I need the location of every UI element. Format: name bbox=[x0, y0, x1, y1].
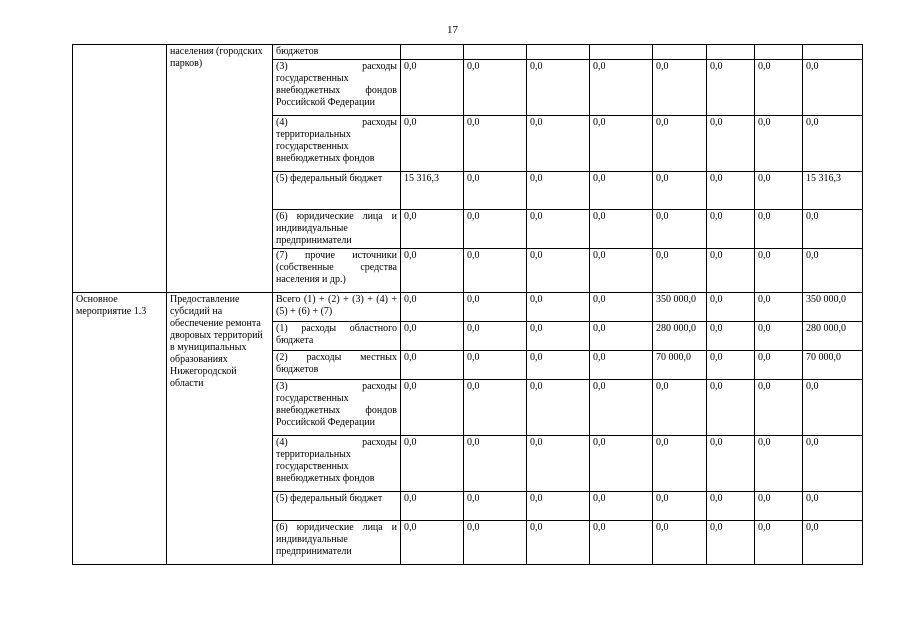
value-cell: 0,0 bbox=[653, 521, 707, 565]
value-cell: 0,0 bbox=[755, 521, 803, 565]
value-cell: 0,0 bbox=[653, 60, 707, 116]
value-cell: 0,0 bbox=[653, 492, 707, 521]
value-cell: 0,0 bbox=[755, 249, 803, 293]
value-cell: 0,0 bbox=[464, 293, 527, 322]
value-cell: 0,0 bbox=[755, 293, 803, 322]
table-row bbox=[73, 293, 863, 322]
value-cell: 0,0 bbox=[755, 492, 803, 521]
value-cell: 280 000,0 bbox=[653, 322, 707, 351]
value-cell: 0,0 bbox=[590, 249, 653, 293]
value-cell: 0,0 bbox=[803, 492, 863, 521]
funding-source-cell: (1) расходы областного бюджета bbox=[273, 322, 401, 351]
value-cell: 350 000,0 bbox=[803, 293, 863, 322]
value-cell: 0,0 bbox=[527, 60, 590, 116]
funding-source-cell: (7) прочие источники (собственные средства населения и др.) bbox=[273, 249, 401, 293]
value-cell: 0,0 bbox=[653, 172, 707, 210]
budget-table bbox=[72, 44, 863, 565]
funding-source-cell: (3) расходы государственных внебюджетных фондов Российской Федерации bbox=[273, 60, 401, 116]
funding-source-cell: (6) юридические лица и индивидуальные предприниматели bbox=[273, 210, 401, 249]
value-cell: 15 316,3 bbox=[803, 172, 863, 210]
event-name-cell: населения (городских парков) bbox=[167, 45, 273, 293]
value-cell: 0,0 bbox=[707, 249, 755, 293]
value-cell: 0,0 bbox=[527, 210, 590, 249]
value-cell: 0,0 bbox=[803, 210, 863, 249]
value-cell: 0,0 bbox=[590, 521, 653, 565]
value-cell: 0,0 bbox=[527, 172, 590, 210]
value-cell: 0,0 bbox=[527, 116, 590, 172]
funding-source-cell: (2) расходы местных бюджетов bbox=[273, 351, 401, 380]
value-cell: 0,0 bbox=[803, 249, 863, 293]
funding-source-cell: (5) федеральный бюджет bbox=[273, 172, 401, 210]
value-cell: 0,0 bbox=[590, 60, 653, 116]
value-cell bbox=[707, 45, 755, 60]
value-cell: 0,0 bbox=[590, 351, 653, 380]
value-cell: 0,0 bbox=[401, 116, 464, 172]
funding-source-cell: (6) юридические лица и индивидуальные предприниматели bbox=[273, 521, 401, 565]
value-cell: 0,0 bbox=[755, 351, 803, 380]
value-cell: 0,0 bbox=[527, 380, 590, 436]
value-cell: 0,0 bbox=[464, 60, 527, 116]
value-cell: 0,0 bbox=[653, 249, 707, 293]
value-cell: 0,0 bbox=[464, 172, 527, 210]
value-cell: 0,0 bbox=[803, 436, 863, 492]
value-cell: 0,0 bbox=[401, 521, 464, 565]
value-cell bbox=[803, 45, 863, 60]
funding-source-cell: (5) федеральный бюджет bbox=[273, 492, 401, 521]
value-cell: 0,0 bbox=[803, 380, 863, 436]
value-cell: 0,0 bbox=[707, 210, 755, 249]
value-cell: 0,0 bbox=[707, 380, 755, 436]
value-cell: 0,0 bbox=[464, 380, 527, 436]
value-cell: 0,0 bbox=[755, 436, 803, 492]
value-cell: 0,0 bbox=[653, 436, 707, 492]
value-cell: 0,0 bbox=[653, 210, 707, 249]
value-cell: 0,0 bbox=[464, 116, 527, 172]
value-cell: 0,0 bbox=[590, 172, 653, 210]
value-cell: 0,0 bbox=[527, 492, 590, 521]
value-cell: 0,0 bbox=[755, 210, 803, 249]
value-cell: 0,0 bbox=[803, 60, 863, 116]
value-cell: 0,0 bbox=[464, 322, 527, 351]
value-cell: 0,0 bbox=[707, 521, 755, 565]
value-cell: 0,0 bbox=[707, 492, 755, 521]
value-cell: 0,0 bbox=[590, 322, 653, 351]
value-cell: 0,0 bbox=[590, 116, 653, 172]
value-cell: 0,0 bbox=[401, 293, 464, 322]
value-cell: 0,0 bbox=[401, 436, 464, 492]
funding-source-cell: (3) расходы государственных внебюджетных фондов Российской Федерации bbox=[273, 380, 401, 436]
value-cell: 0,0 bbox=[590, 436, 653, 492]
funding-source-cell: (4) расходы территориальных государственных внебюджетных фондов bbox=[273, 436, 401, 492]
value-cell: 0,0 bbox=[707, 436, 755, 492]
value-cell bbox=[755, 45, 803, 60]
value-cell: 0,0 bbox=[527, 249, 590, 293]
value-cell: 0,0 bbox=[590, 293, 653, 322]
value-cell: 0,0 bbox=[464, 351, 527, 380]
value-cell: 350 000,0 bbox=[653, 293, 707, 322]
value-cell: 0,0 bbox=[803, 521, 863, 565]
value-cell: 0,0 bbox=[707, 293, 755, 322]
value-cell: 0,0 bbox=[755, 380, 803, 436]
value-cell: 0,0 bbox=[527, 436, 590, 492]
value-cell bbox=[590, 45, 653, 60]
value-cell: 0,0 bbox=[707, 351, 755, 380]
value-cell: 0,0 bbox=[755, 60, 803, 116]
funding-source-cell: (4) расходы территориальных государственных внебюджетных фондов bbox=[273, 116, 401, 172]
value-cell: 0,0 bbox=[527, 521, 590, 565]
value-cell: 0,0 bbox=[401, 492, 464, 521]
page-number: 17 bbox=[447, 24, 458, 36]
value-cell: 70 000,0 bbox=[653, 351, 707, 380]
funding-source-cell: Всего (1) + (2) + (3) + (4) + (5) + (6) + (7) bbox=[273, 293, 401, 322]
value-cell: 0,0 bbox=[755, 322, 803, 351]
value-cell bbox=[527, 45, 590, 60]
value-cell: 0,0 bbox=[464, 436, 527, 492]
value-cell: 0,0 bbox=[401, 322, 464, 351]
value-cell: 0,0 bbox=[590, 210, 653, 249]
value-cell: 0,0 bbox=[527, 293, 590, 322]
value-cell: 0,0 bbox=[590, 380, 653, 436]
value-cell: 0,0 bbox=[527, 351, 590, 380]
value-cell: 0,0 bbox=[707, 172, 755, 210]
value-cell: 0,0 bbox=[707, 116, 755, 172]
value-cell: 0,0 bbox=[464, 492, 527, 521]
event-name-cell: Предоставление субсидий на обеспечение ремонта дворовых территорий в муниципальных образованиях Нижегородской области bbox=[167, 293, 273, 565]
table-row bbox=[73, 45, 863, 60]
value-cell bbox=[464, 45, 527, 60]
value-cell: 0,0 bbox=[755, 116, 803, 172]
value-cell: 0,0 bbox=[755, 172, 803, 210]
value-cell: 280 000,0 bbox=[803, 322, 863, 351]
value-cell: 0,0 bbox=[464, 249, 527, 293]
value-cell: 0,0 bbox=[401, 351, 464, 380]
value-cell: 0,0 bbox=[401, 210, 464, 249]
value-cell bbox=[653, 45, 707, 60]
value-cell: 0,0 bbox=[464, 210, 527, 249]
value-cell: 0,0 bbox=[401, 60, 464, 116]
event-cell: Основное мероприятие 1.3 bbox=[73, 293, 167, 565]
value-cell: 0,0 bbox=[707, 60, 755, 116]
value-cell: 0,0 bbox=[590, 492, 653, 521]
value-cell: 0,0 bbox=[653, 116, 707, 172]
value-cell: 15 316,3 bbox=[401, 172, 464, 210]
event-cell bbox=[73, 45, 167, 293]
value-cell: 0,0 bbox=[464, 521, 527, 565]
value-cell: 70 000,0 bbox=[803, 351, 863, 380]
value-cell: 0,0 bbox=[401, 380, 464, 436]
funding-source-cell: бюджетов bbox=[273, 45, 401, 60]
value-cell bbox=[401, 45, 464, 60]
value-cell: 0,0 bbox=[401, 249, 464, 293]
value-cell: 0,0 bbox=[527, 322, 590, 351]
value-cell: 0,0 bbox=[707, 322, 755, 351]
value-cell: 0,0 bbox=[653, 380, 707, 436]
value-cell: 0,0 bbox=[803, 116, 863, 172]
